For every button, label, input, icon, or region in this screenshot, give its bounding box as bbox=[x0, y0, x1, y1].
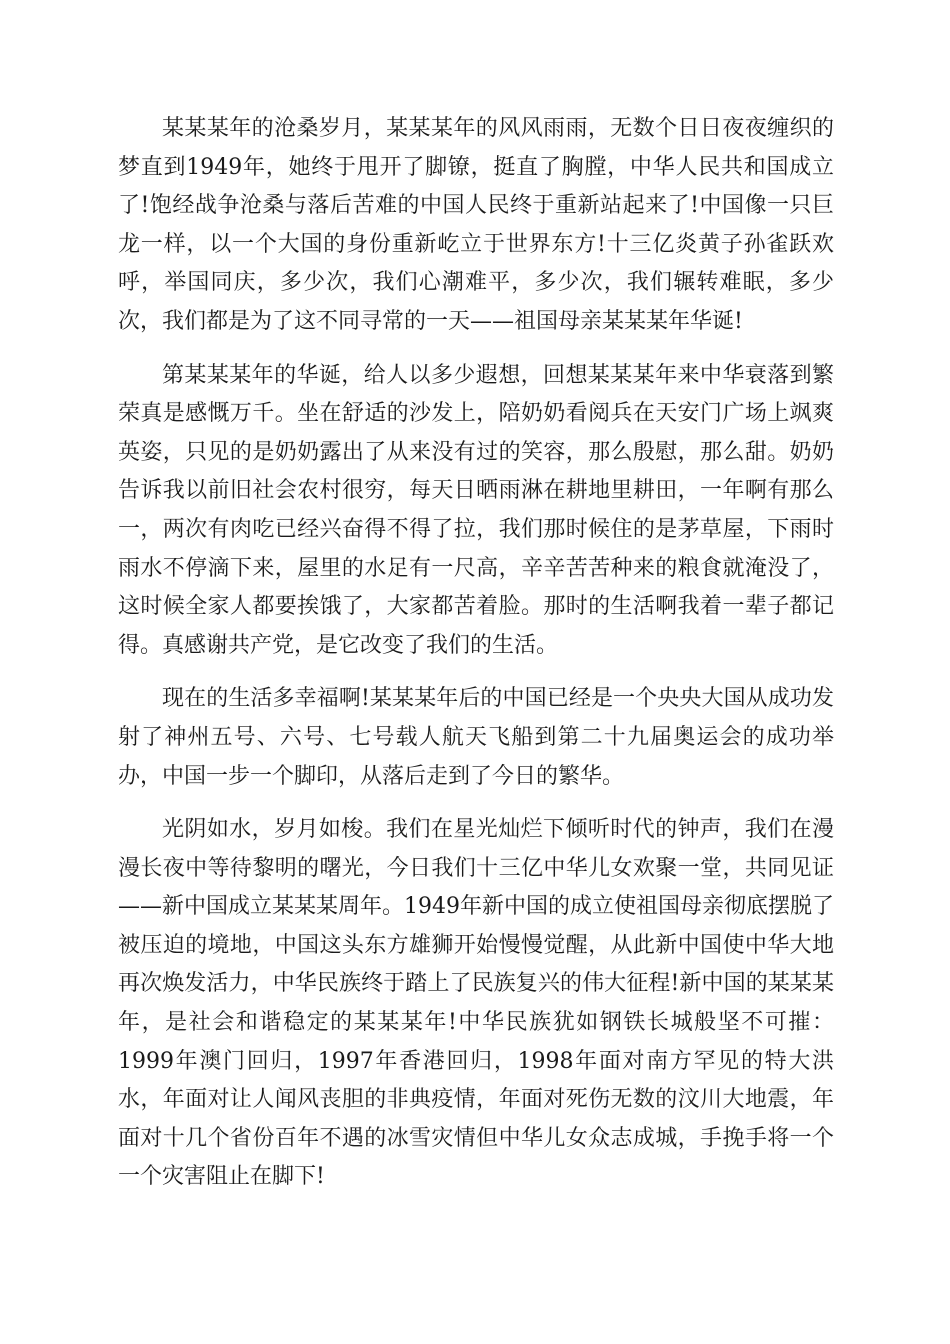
paragraph-3: 现在的生活多幸福啊!某某某年后的中国已经是一个央央大国从成功发射了神州五号、六号、七号载人航天飞船到第二十九届奥运会的成功举办，中国一步一个脚印，从落后走到了今日的繁华。 bbox=[118, 686, 834, 789]
paragraph-2: 第某某某年的华诞，给人以多少遐想，回想某某某年来中华衰落到繁荣真是感慨万千。坐在舒适的沙发上，陪奶奶看阅兵在天安门广场上飒爽英姿，只见的是奶奶露出了从来没有过的笑容，那么殷慰，那么甜。奶奶告诉我以前旧社会农村很穷，每天日晒雨淋在耕地里耕田，一年啊有那么一，两次有肉吃已经兴奋得不得了拉，我们那时候住的是茅草屋，下雨时雨水不停滴下来，屋里的水足有一尺高，辛辛苦苦种来的粮食就淹没了，这时候全家人都要挨饿了，大家都苦着脸。那时的生活啊我着一辈子都记得。真感谢共产党，是它改变了我们的生活。 bbox=[118, 362, 834, 658]
paragraph-4: 光阴如水，岁月如梭。我们在星光灿烂下倾听时代的钟声，我们在漫漫长夜中等待黎明的曙光，今日我们十三亿中华儿女欢聚一堂，共同见证——新中国成立某某某周年。1949年新中国的成立使祖国母亲彻底摆脱了被压迫的境地，中国这头东方雄狮开始慢慢觉醒，从此新中国使中华大地再次焕发活力，中华民族终于踏上了民族复兴的伟大征程!新中国的某某某年，是社会和谐稳定的某某某年!中华民族犹如钢铁长城般坚不可摧：1999年澳门回归，1997年香港回归，1998年面对南方罕见的特大洪水，年面对让人闻风丧胆的非典疫情，年面对死伤无数的汶川大地震，年面对十几个省份百年不遇的冰雪灾情但中华儿女众志成城，手挽手将一个一个灾害阻止在脚下! bbox=[118, 817, 834, 1190]
document-body bbox=[118, 110, 834, 1212]
paragraph-1: 某某某年的沧桑岁月，某某某年的风风雨雨，无数个日日夜夜缠织的梦直到1949年，她终于甩开了脚镣，挺直了胸膛，中华人民共和国成立了!饱经战争沧桑与落后苦难的中国人民终于重新站起来了!中国像一只巨龙一样，以一个大国的身份重新屹立于世界东方!十三亿炎黄子孙雀跃欢呼，举国同庆，多少次，我们心潮难平，多少次，我们辗转难眠，多少次，我们都是为了这不同寻常的一天——祖国母亲某某某年华诞! bbox=[118, 116, 834, 334]
